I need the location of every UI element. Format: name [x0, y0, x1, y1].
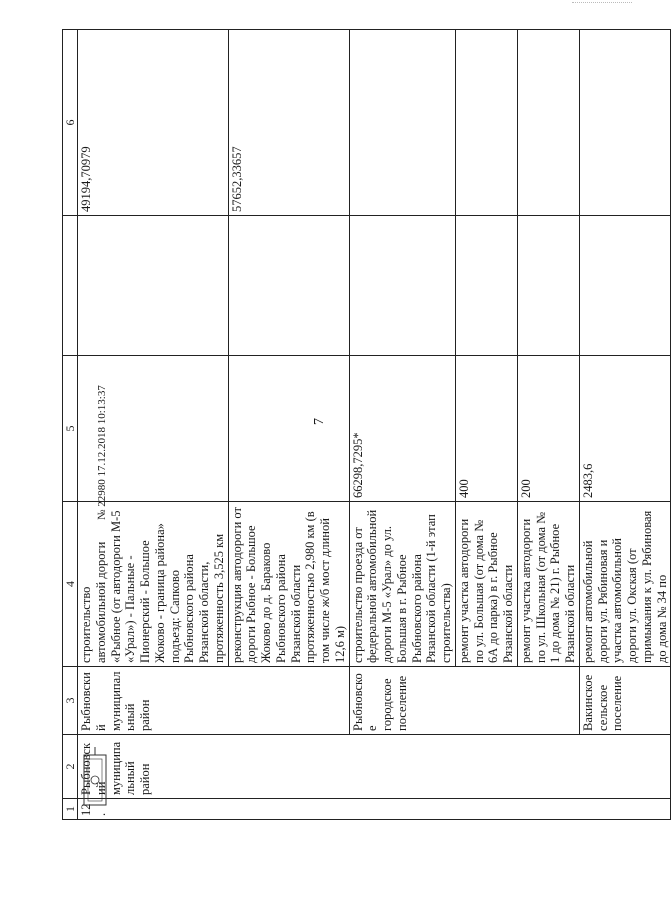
value-cell [78, 216, 229, 356]
rotated-table-wrapper [62, 30, 669, 820]
value-cell: 400 [455, 356, 517, 502]
value-cell [455, 216, 517, 356]
value-cell [579, 30, 671, 216]
settlement-cell: Вакинское сельское поселение [579, 667, 671, 735]
value-cell [228, 356, 349, 502]
value-cell [455, 30, 517, 216]
funding-table [62, 29, 671, 820]
registration-stamp: № 22980 17.12.2018 10:13:37 [96, 385, 108, 520]
header-cell: 1 [63, 799, 78, 820]
value-cell: 200 [517, 356, 579, 502]
header-cell: 2 [63, 735, 78, 799]
object-cell: строительство автомобильной дороги «Рыбное (от автодороги М-5 «Урал») - Пальные - Пионерский - Большое Жоково - граница района» подъезд: Сапково Рыбновского района Рязанской области, протяженность 3,525 км [78, 502, 229, 667]
header-cell: 6 [63, 30, 78, 216]
value-cell [517, 216, 579, 356]
object-cell: ремонт участка автодороги по ул. Большая (от дома № 6А до парка) в г. Рыбное Рязанской области [455, 502, 517, 667]
value-cell [517, 30, 579, 216]
value-cell: 49194,70979 [78, 30, 229, 216]
value-cell [579, 216, 671, 356]
object-cell: строительство проезда от федеральной автомобильной дороги М-5 «Урал» до ул. Большая в г. Рыбное Рыбновского района Рязанской области (1-й этап строительства) [349, 502, 455, 667]
seal-icon [80, 745, 110, 815]
settlement-cell: Рыбновское городское поселение [349, 667, 579, 735]
value-cell: 57652,33657 [228, 30, 349, 216]
district-cell: Рыбновский муниципальный район [78, 735, 671, 799]
value-cell [349, 216, 455, 356]
header-cell: 5 [63, 356, 78, 502]
settlement-cell: Рыбновский муниципальный район [78, 667, 350, 735]
scan-artifact [572, 2, 632, 9]
value-cell [349, 30, 455, 216]
row-number: 12. [78, 799, 671, 820]
value-cell [228, 216, 349, 356]
value-cell: 66298,7295* [349, 356, 455, 502]
header-cell: 4 [63, 502, 78, 667]
object-cell: ремонт участка автодороги по ул. Школьная (от дома № 1 до дома № 21) г. Рыбное Рязанской области [517, 502, 579, 667]
header-cell [63, 216, 78, 356]
header-cell: 3 [63, 667, 78, 735]
value-cell: 2483,6 [579, 356, 671, 502]
table-row [579, 30, 671, 820]
page-number: 7 [312, 418, 327, 425]
table-row [349, 30, 455, 820]
object-cell: реконструкция автодороги от дороги Рыбное - Большое Жоково до д. Бараково Рыбновского района Рязанской области протяженностью 2,980 км (в том числе ж/б мост длиной 12,6 м) [228, 502, 349, 667]
header-row [63, 30, 78, 820]
object-cell: ремонт автомобильной дороги ул. Рябиновая и участка автомобильной дороги ул. Окская (от примыкания к ул. Рябиновая до дома № 34 по [579, 502, 671, 667]
